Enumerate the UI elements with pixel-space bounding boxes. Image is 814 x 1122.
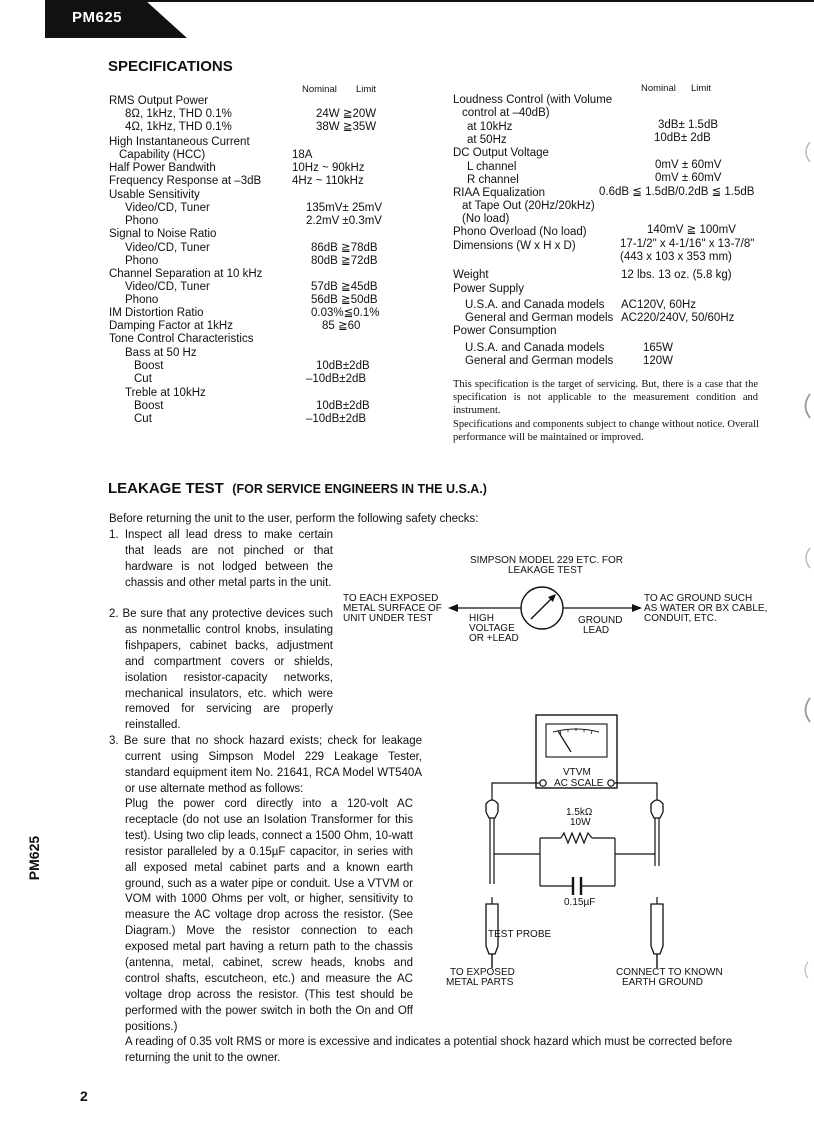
right-col-head-limit: Limit [691, 83, 712, 94]
spec-label: at Tape Out (20Hz/20kHz) [462, 200, 595, 212]
resistor-value-line1: 1.5kΩ [566, 807, 593, 818]
spec-label: Capability (HCC) [119, 149, 206, 161]
leakage-intro: Before returning the unit to the user, perform the following safety checks: [109, 513, 479, 525]
spec-label: Boost [134, 360, 164, 372]
spec-value: 80dB ≧72dB [311, 255, 378, 267]
spec-value: 4Hz ~ 110kHz [292, 175, 364, 187]
spec-value: 86dB ≧78dB [311, 242, 378, 254]
spec-label: Video/CD, Tuner [125, 242, 210, 254]
diagram1-left-line3: UNIT UNDER TEST [343, 613, 433, 624]
spec-label: Channel Separation at 10 kHz [109, 268, 263, 280]
spec-value: (443 x 103 x 353 mm) [620, 251, 732, 263]
earth-ground-line2: EARTH GROUND [622, 977, 703, 988]
spec-label: Phono [125, 215, 159, 227]
spec-value: AC120V, 60Hz [621, 299, 697, 311]
diagram1-right-line2: AS WATER OR BX CABLE, [644, 603, 768, 614]
diagram1-title-line1: SIMPSON MODEL 229 ETC. FOR [470, 555, 623, 566]
left-col-head-limit: Limit [356, 84, 377, 95]
right-col-head-nominal: Nominal [641, 83, 676, 94]
diagram1-left-line1: TO EACH EXPOSED [343, 593, 439, 604]
leakage-final-warning: A reading of 0.35 volt RMS or more is excessive and indicates a potential shock hazard which must be corrected before returning the unit to the owner. [125, 1036, 733, 1064]
spec-label: Phono Overload (No load) [453, 226, 587, 238]
spec-label: Phono [125, 294, 159, 306]
spec-value: 10dB±2dB [316, 400, 370, 412]
spec-label: Dimensions (W x H x D) [453, 240, 576, 252]
spec-value: 0.6dB ≦ 1.5dB/0.2dB ≦ 1.5dB [599, 186, 755, 198]
spec-label: Phono [125, 255, 159, 267]
ac-scale-label: AC SCALE [554, 778, 604, 789]
exposed-metal-line2: METAL PARTS [446, 977, 514, 988]
spec-label: 8Ω, 1kHz, THD 0.1% [125, 108, 232, 120]
spec-value: –10dB±2dB [306, 413, 367, 425]
spec-value: 0mV ± 60mV [655, 159, 722, 171]
spec-value: 135mV± 25mV [306, 202, 382, 214]
spec-value: 140mV ≧ 100mV [647, 224, 736, 236]
capacitor-value: 0.15µF [564, 897, 596, 908]
spec-value: 12 lbs. 13 oz. (5.8 kg) [621, 269, 732, 281]
spec-label: DC Output Voltage [453, 147, 549, 159]
spec-label: U.S.A. and Canada models [465, 342, 605, 354]
spec-value: 38W ≧35W [316, 121, 377, 133]
vtvm-label: VTVM [563, 767, 591, 778]
diagram1-title-line2: LEAKAGE TEST [508, 565, 583, 576]
spec-value: 10dB±2dB [316, 360, 370, 372]
high-voltage-lead-line2: VOLTAGE [469, 623, 515, 634]
left-col-head-nominal: Nominal [302, 84, 337, 95]
spec-label: Half Power Bandwith [109, 162, 216, 174]
spec-label: at 10kHz [467, 121, 513, 133]
earth-ground-line1: CONNECT TO KNOWN [616, 967, 723, 978]
spec-label: Power Supply [453, 283, 524, 295]
page-number: 2 [80, 1088, 88, 1104]
spec-label: Video/CD, Tuner [125, 202, 210, 214]
leakage-heading-sub: (FOR SERVICE ENGINEERS IN THE U.S.A.) [232, 482, 487, 496]
high-voltage-lead-line1: HIGH [469, 613, 494, 624]
spec-value: 57dB ≧45dB [311, 281, 378, 293]
spec-label: control at –40dB) [462, 107, 550, 119]
high-voltage-lead-line3: OR +LEAD [469, 633, 519, 644]
leakage-heading-main: LEAKAGE TEST [108, 480, 224, 497]
spec-label: Usable Sensitivity [109, 189, 200, 201]
spec-label: Tone Control Characteristics [109, 333, 254, 345]
spec-label: Boost [134, 400, 164, 412]
diagram1-left-line2: METAL SURFACE OF [343, 603, 442, 614]
spec-value: –10dB±2dB [306, 373, 367, 385]
exposed-metal-line1: TO EXPOSED [450, 967, 515, 978]
diagram1-right-line3: CONDUIT, ETC. [644, 613, 717, 624]
spec-label: L channel [467, 161, 517, 173]
spec-label: General and German models [465, 312, 614, 324]
spec-value: 24W ≧20W [316, 108, 377, 120]
spec-value: 3dB± 1.5dB [658, 119, 719, 131]
spec-value: 10Hz ~ 90kHz [292, 162, 365, 174]
spec-label: Loudness Control (with Volume [453, 94, 613, 106]
step-3-procedure: Plug the power cord directly into a 120-volt AC receptacle (do not use an Isolation Transformer for this test). Using two clip leads, connect a 1500 Ohm, 10-watt resistor paralleled by a 0.15µF capacitor, in series with all exposed metal cabinet parts and a known earth ground, such as a water pipe or conduit. Use a VTVM or VOM with 1000 Ohms per volt, or higher, sensitivity to measure the AC voltage drop across the resistor. (See Diagram.) Move the resistor connection to each exposed metal part having a return path to the chassis (antenna, metal, cabinet, screw heads, knobs and control shafts, escutcheon, etc.) and measure the AC voltage drop across the resistor. (This test should be performed with the power switch in both the On and Off positions.) [125, 798, 413, 1033]
ground-lead-line2: LEAD [583, 625, 610, 636]
step-2: 2. Be sure that any protective devices such as nonmetallic control knobs, insulating fishpapers, cabinet backs, adjustment and compartment covers or shields, isolation resistor-capacity networks, mechanical insulators, etc. which were removed for servicing are properly reinstalled. [109, 608, 333, 732]
spec-value: 85 ≧60 [322, 320, 361, 332]
test-probe-label: TEST PROBE [488, 929, 552, 940]
spec-label: Signal to Noise Ratio [109, 228, 217, 240]
spec-label: Cut [134, 373, 152, 385]
resistor-value-line2: 10W [570, 817, 591, 828]
spec-value: 18A [292, 149, 313, 161]
spec-label: Power Consumption [453, 325, 557, 337]
spec-value: 2.2mV ±0.3mV [306, 215, 382, 227]
spec-label: at 50Hz [467, 134, 507, 146]
spec-label: Frequency Response at –3dB [109, 175, 262, 187]
spec-label: General and German models [465, 355, 614, 367]
vtvm-test-circuit [455, 712, 695, 982]
spec-label: Bass at 50 Hz [125, 347, 197, 359]
spec-value: 17-1/2" x 4-1/16" x 13-7/8" [620, 238, 755, 250]
spec-label: High Instantaneous Current [109, 136, 250, 148]
spec-value: AC220/240V, 50/60Hz [621, 312, 735, 324]
spec-label: (No load) [462, 213, 510, 225]
model-tab-label: PM625 [72, 9, 123, 26]
spec-note-changes: Specifications and components subject to change without notice. Overall performance will be maintained or improved. [453, 419, 759, 443]
spec-note-applicability: This specification is the target of servicing. But, there is a case that the specification is not applicable to the measurement condition and instrument. [453, 379, 758, 416]
spec-label: Damping Factor at 1kHz [109, 320, 233, 332]
spec-label: U.S.A. and Canada models [465, 299, 605, 311]
binder-hole-marks [796, 0, 814, 1122]
diagram1-right-line1: TO AC GROUND SUCH [644, 593, 753, 604]
spec-value: 56dB ≧50dB [311, 294, 378, 306]
leakage-heading [108, 480, 487, 498]
spec-label: Cut [134, 413, 152, 425]
ground-lead-line1: GROUND [578, 615, 623, 626]
specifications-heading: SPECIFICATIONS [108, 58, 233, 75]
spec-label: IM Distortion Ratio [109, 307, 204, 319]
spec-label: Weight [453, 269, 489, 281]
spec-value: 0mV ± 60mV [655, 172, 722, 184]
spec-label: Treble at 10kHz [125, 387, 206, 399]
side-model-label: PM625 [26, 835, 42, 881]
spec-label: Video/CD, Tuner [125, 281, 210, 293]
step-3: 3. Be sure that no shock hazard exists; check for leakage current using Simpson Model 229 Leakage Tester, standard equipment item No. 21641, RCA Model WT540A or use alternate method as follows: [109, 735, 422, 795]
spec-value: 10dB± 2dB [654, 132, 711, 144]
spec-label: 4Ω, 1kHz, THD 0.1% [125, 121, 232, 133]
spec-label: RMS Output Power [109, 95, 209, 107]
step-1: 1. Inspect all lead dress to make certain that leads are not pinched or that hardware is not lodged between the chassis and other metal parts in the unit. [109, 529, 333, 589]
spec-label: RIAA Equalization [453, 187, 546, 199]
spec-label: R channel [467, 174, 519, 186]
spec-value: 165W [643, 342, 674, 354]
spec-value: 0.03%≦0.1% [311, 307, 380, 319]
spec-value: 120W [643, 355, 674, 367]
